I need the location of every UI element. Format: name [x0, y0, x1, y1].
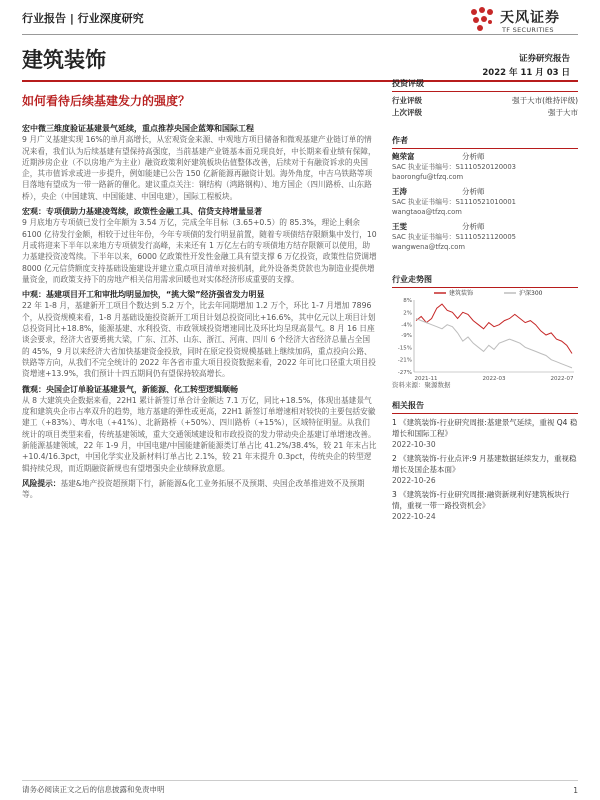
- x-tick-label: 2022-03: [482, 376, 506, 382]
- rating-title: 投资评级: [392, 78, 578, 92]
- author-email[interactable]: wangwena@tfzq.com: [392, 243, 465, 251]
- author-cert: SAC 执业证书编号：S1110521010001: [392, 198, 516, 206]
- header-divider: [22, 34, 578, 35]
- related-title: 相关报告: [392, 400, 578, 414]
- author-email[interactable]: baorongfu@tfzq.com: [392, 173, 464, 181]
- industry-rating-row: [392, 95, 578, 107]
- brand-name-cn: 天风证券: [500, 10, 560, 26]
- section-micro: [22, 384, 377, 474]
- related-report-text: 2 《建筑装饰-行业点评:9 月基建数据延续发力，重视稳增长及国企基本面》: [392, 454, 577, 474]
- prev-rating-value: 强于大市: [548, 108, 578, 117]
- related-report-item[interactable]: [392, 489, 578, 522]
- section-meso: [22, 289, 377, 379]
- related-report-item[interactable]: [392, 453, 578, 486]
- author-name: 王雯: [392, 222, 407, 231]
- prev-rating-row: [392, 107, 578, 119]
- section-heading: 微观：央国企订单验证基建景气，新能源、化工转型逻辑顺畅: [22, 384, 238, 394]
- report-subtitle: 如何看待后续基建发力的强度？: [22, 94, 191, 108]
- section-macro: [22, 206, 377, 285]
- brand-mark-icon: [468, 6, 496, 34]
- x-tick-label: 2022-07: [550, 376, 574, 382]
- author-item: [392, 152, 578, 182]
- series-line-1: [416, 319, 572, 368]
- related-report-text: 3 《建筑装饰-行业研究周报:融资新规利好建筑板块行情，重视一带一路投资机会》: [392, 490, 570, 510]
- author-cert: SAC 执业证书编号：S1110521120005: [392, 233, 516, 241]
- section-text: 从 8 大建筑央企数据来看，22H1 累计新签订单合计金额达 7.1 万亿，同比+18.5%，体现出基建景气度和建筑央企市占率双升的趋势，地方基建的弹性或更高，22H1 新签订单增速相对较快的主要包括安徽建工（+83%）、粤水电（+41%）、北新路桥（+50%）、四川路桥（+15%），区域特征明显。从我们统计的项目类型来看，传统基建领域，重大交通领域建设和市政投资的发力带动央企基建订单增速改善。新能源基建领域，22 年 1-9 月，中国电建/中国能建新能源类订单占比 41.2%/38.4%，较 21 年末占比+10.4/16.3pct，中国化学实业及新材料订单占比 2.1%，较 21 年末提升 0.3pct，传统央企的转型逻辑持续兑现，而近期融资新规也有望增强央企业绩释放意愿。: [22, 395, 377, 473]
- footer-disclaimer: 请务必阅读正文之后的信息披露和免责申明: [22, 785, 165, 794]
- trend-chart: [392, 288, 578, 388]
- author-name: 王涛: [392, 187, 407, 196]
- brand-name-en: TF SECURITIES: [502, 26, 554, 34]
- related-report-date: 2022-10-30: [392, 440, 436, 449]
- y-tick-label: -4%: [401, 322, 412, 329]
- section-risk: [22, 478, 377, 501]
- author-name: 鲍荣富: [392, 152, 415, 161]
- author-item: [392, 187, 578, 217]
- y-tick-label: -15%: [397, 345, 412, 352]
- section-text: 22 年 1-8 月，基建新开工项目个数达到 5.2 万个，比去年同期增加 1.2 万个，环比 1-7 月增加 7896 个，从投资规模来看，1-8 月基础设施投资新开工项目计划总投资同比+16.6%，其中亿元以上项目计划总投资同比+18.8%，能源基建、水利投资、市政领域投资增速同比及环比均呈现高景气。8 月 16 日座谈会要求，经济大省要勇挑大梁，广东、江苏、山东、浙江、河南、四川 6 个经济大省经济总量占全国的 45%，9 月以来经济大省加快基建资金投放，同时在原定投资规模基础上继续加码，重点投向公路、铁路等方向，从我们不完全统计的 2022 年各省市重大项目投资数据来看，2022 年可比口径重大项目投资增速+13.9%，我们预计十四五期间仍有望保持较高增长。: [22, 301, 376, 379]
- x-tick-label: 2021-11: [414, 376, 438, 382]
- author-cert: SAC 执业证书编号：S1110520120003: [392, 163, 516, 171]
- chart-title: 行业走势图: [392, 274, 578, 288]
- section-heading: 中观：基建项目开工和审批均明显加快，“挑大梁”经济强省发力明显: [22, 290, 265, 300]
- related-report-date: 2022-10-24: [392, 512, 436, 521]
- doc-type: 证券研究报告: [518, 54, 570, 64]
- related-report-item[interactable]: [392, 417, 578, 450]
- y-tick-label: -27%: [397, 370, 412, 376]
- industry-rating-value: 强于大市(维持评级): [512, 96, 578, 105]
- author-email[interactable]: wangtaoa@tfzq.com: [392, 208, 462, 216]
- footer-divider: [22, 780, 578, 781]
- chart-source: 资料来源：聚源数据: [392, 381, 451, 389]
- section-heading: 宏中微三维度验证基建景气延续，重点推荐央国企蓝筹和国际工程: [22, 124, 254, 133]
- prev-rating-label: 上次评级: [392, 108, 422, 117]
- section-text: 9 月底地方专项债已发行全年额为 3.54 万亿，完成全年目标（3.65+0.5）的 85.3%，理论上剩余 6100 亿待发行金额，相较于过往年份，今年专项债的发行明显前置，随着专项债结存限额集中发行，10 月或将迎来下半年以来地方专项债发行高峰，未来还有 1 万亿左右的专项债地方结存限额可以使用，助力基建投资凌驾续。下半年以来，6000 亿政策性开发性金融工具有望支撑 6 万亿投资，政策性信贷调增 8000 亿元信贷额度支持基础设施建设并建立重点项目清单对接机制，此外设备类贷款也为制造业提供增量资金，而政策支持下的房地产相关信用需求回暖也对实体经济形成重要的支撑。: [22, 218, 377, 284]
- y-tick-label: -9%: [401, 332, 412, 339]
- author-item: [392, 222, 578, 252]
- main-body: [22, 123, 377, 505]
- related-report-date: 2022-10-26: [392, 476, 436, 485]
- brand-logo: [468, 4, 578, 38]
- y-tick-label: 8%: [403, 298, 412, 304]
- related-reports: [392, 400, 578, 525]
- author-role: 分析师: [462, 222, 485, 231]
- section-text: 基建&地产投资超预期下行，新能源&化工业务拓展不及预期、央国企改革推进效不及预期等。: [22, 478, 365, 500]
- sidebar: [392, 78, 578, 257]
- y-tick-label: 2%: [403, 310, 412, 317]
- section-text: 9 月广义基建实现 16%的单月高增长，从宏观资金来源、中观地方项目储备和微观基建产业链订单的情况来看，我们认为后续基建有望保持高强度，当前基建产业链基本面兑现良好，中长期来看业绩有保障，近期涉房企业（不以房地产为主业）融资政策利好建筑板块估值整体改善，后续对于有融资诉求的央国企，其市值诉求或进一步提升，例如能建已公告 150 亿新能源再融资计划。海外角度，中吉乌铁路等项目落地有望成为一带一路新的催化。建议重点关注：钢结构（鸿路钢构）、地方国企（四川路桥、山东路桥），央企（中国建筑、中国能建、中国电建），国际工程板块。: [22, 135, 376, 201]
- section-heading: 风险提示：: [22, 478, 61, 488]
- y-tick-label: -21%: [397, 357, 412, 364]
- page-title: 建筑装饰: [22, 48, 106, 72]
- author-role: 分析师: [462, 187, 485, 196]
- industry-rating-label: 行业评级: [392, 96, 422, 105]
- section-heading: 宏观：专项债助力基建凌驾续，政策性金融工具、信贷支持增量显著: [22, 207, 262, 217]
- legend-label: 建筑装饰: [449, 290, 474, 297]
- related-report-text: 1 《建筑装饰-行业研究周报:基建景气延续，重视 Q4 稳增长和国际工程》: [392, 418, 578, 438]
- legend-label: 沪深300: [519, 290, 543, 297]
- doc-date: 2022 年 11 月 03 日: [482, 68, 570, 78]
- authors-title: 作者: [392, 135, 578, 149]
- section-summary: [22, 123, 377, 202]
- author-role: 分析师: [462, 152, 485, 161]
- series-line-0: [416, 304, 572, 353]
- page-number: 1: [573, 786, 578, 795]
- report-type: 行业报告 | 行业深度研究: [22, 12, 144, 25]
